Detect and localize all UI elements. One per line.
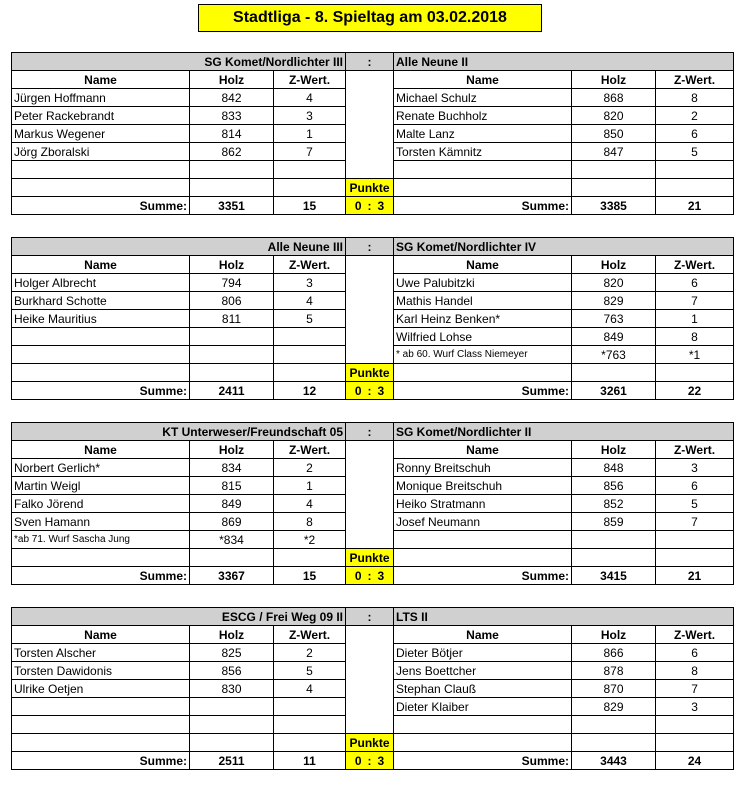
home-player-zwert [274, 346, 346, 364]
team-separator: : [346, 423, 394, 441]
home-player-holz: 869 [190, 513, 274, 531]
away-player-zwert: 5 [656, 495, 734, 513]
away-player-holz [572, 549, 656, 567]
away-player-name: Dieter Klaiber [394, 698, 572, 716]
table-row [12, 179, 734, 197]
column-header-name: Name [394, 256, 572, 274]
away-player-holz: 856 [572, 477, 656, 495]
table-row [12, 716, 734, 734]
home-player-name: Peter Rackebrandt [12, 107, 190, 125]
away-team-name: SG Komet/Nordlichter IV [394, 238, 734, 256]
away-player-holz: 820 [572, 274, 656, 292]
away-player-name: * ab 60. Wurf Class Niemeyer [394, 346, 572, 364]
home-player-holz [190, 364, 274, 382]
away-player-holz: 848 [572, 459, 656, 477]
away-player-zwert [656, 549, 734, 567]
home-sum-zwert: 15 [274, 197, 346, 215]
away-player-zwert: 7 [656, 680, 734, 698]
column-header-holz: Holz [572, 626, 656, 644]
column-header-name: Name [394, 71, 572, 89]
away-sum-holz: 3415 [572, 567, 656, 585]
away-player-holz: *763 [572, 346, 656, 364]
home-player-zwert: *2 [274, 531, 346, 549]
table-row [12, 274, 734, 292]
home-player-holz [190, 161, 274, 179]
column-header-zwert: Z-Wert. [274, 626, 346, 644]
table-row [12, 346, 734, 364]
home-player-holz: 830 [190, 680, 274, 698]
home-player-name [12, 346, 190, 364]
table-row [12, 107, 734, 125]
center-spacer [346, 292, 394, 310]
home-player-holz: 815 [190, 477, 274, 495]
match-score [346, 382, 394, 400]
center-spacer [346, 89, 394, 107]
home-player-name: Torsten Alscher [12, 644, 190, 662]
column-header-holz: Holz [190, 441, 274, 459]
home-player-name [12, 698, 190, 716]
table-row [12, 292, 734, 310]
away-sum-holz: 3443 [572, 752, 656, 770]
home-sum-label: Summe: [12, 567, 190, 585]
home-player-zwert: 4 [274, 680, 346, 698]
away-player-holz: 847 [572, 143, 656, 161]
table-row [12, 364, 734, 382]
away-player-zwert: 8 [656, 662, 734, 680]
home-sum-holz: 3367 [190, 567, 274, 585]
away-player-name: Ronny Breitschuh [394, 459, 572, 477]
home-player-name [12, 179, 190, 197]
away-player-holz [572, 531, 656, 549]
home-player-holz: 834 [190, 459, 274, 477]
score-home: 0 [354, 568, 362, 583]
team-separator: : [346, 53, 394, 71]
away-player-name [394, 364, 572, 382]
match-block [11, 237, 733, 400]
home-player-name: Heike Mauritius [12, 310, 190, 328]
column-header-holz: Holz [190, 71, 274, 89]
away-player-zwert [656, 161, 734, 179]
table-row [12, 495, 734, 513]
center-spacer [346, 310, 394, 328]
away-player-name [394, 549, 572, 567]
team-separator: : [346, 608, 394, 626]
away-player-name [394, 734, 572, 752]
away-player-zwert: 3 [656, 459, 734, 477]
away-player-holz [572, 734, 656, 752]
home-sum-zwert: 15 [274, 567, 346, 585]
table-row [12, 310, 734, 328]
column-header-holz: Holz [190, 626, 274, 644]
away-sum-holz: 3385 [572, 197, 656, 215]
table-row [12, 459, 734, 477]
away-player-holz: 868 [572, 89, 656, 107]
home-player-holz: 811 [190, 310, 274, 328]
home-player-holz: 794 [190, 274, 274, 292]
match-block [11, 607, 733, 770]
home-player-name: Holger Albrecht [12, 274, 190, 292]
home-player-zwert: 1 [274, 125, 346, 143]
away-player-zwert: 1 [656, 310, 734, 328]
score-away: 3 [377, 568, 385, 583]
home-player-holz: 856 [190, 662, 274, 680]
table-row [12, 143, 734, 161]
away-player-name: Mathis Handel [394, 292, 572, 310]
away-player-name: Uwe Palubitzki [394, 274, 572, 292]
center-spacer [346, 644, 394, 662]
away-player-zwert: 2 [656, 107, 734, 125]
away-player-name: Wilfried Lohse [394, 328, 572, 346]
away-player-name: Heiko Stratmann [394, 495, 572, 513]
home-player-zwert [274, 716, 346, 734]
home-player-holz [190, 346, 274, 364]
home-team-name: ESCG / Frei Weg 09 II [12, 608, 346, 626]
column-header-holz: Holz [572, 441, 656, 459]
home-player-holz: 842 [190, 89, 274, 107]
home-player-name: Ulrike Oetjen [12, 680, 190, 698]
home-player-name: Sven Hamann [12, 513, 190, 531]
away-player-holz [572, 716, 656, 734]
away-player-zwert: 7 [656, 513, 734, 531]
column-header-name: Name [394, 441, 572, 459]
away-sum-zwert: 21 [656, 197, 734, 215]
home-sum-label: Summe: [12, 752, 190, 770]
column-header-zwert: Z-Wert. [656, 71, 734, 89]
away-player-zwert [656, 734, 734, 752]
center-spacer [346, 441, 394, 459]
away-player-zwert [656, 716, 734, 734]
home-player-zwert: 5 [274, 662, 346, 680]
match-block [11, 422, 733, 585]
home-sum-holz: 3351 [190, 197, 274, 215]
home-player-holz: 814 [190, 125, 274, 143]
home-player-holz: *834 [190, 531, 274, 549]
center-spacer [346, 680, 394, 698]
away-sum-zwert: 21 [656, 567, 734, 585]
center-spacer [346, 662, 394, 680]
center-spacer [346, 125, 394, 143]
away-player-zwert: 6 [656, 274, 734, 292]
score-home: 0 [354, 383, 362, 398]
center-spacer [346, 716, 394, 734]
away-player-zwert: 8 [656, 89, 734, 107]
away-player-holz: 829 [572, 292, 656, 310]
home-player-zwert [274, 698, 346, 716]
away-player-name: Malte Lanz [394, 125, 572, 143]
column-header-name: Name [12, 256, 190, 274]
away-player-holz [572, 161, 656, 179]
away-player-name: Monique Breitschuh [394, 477, 572, 495]
score-away: 3 [377, 383, 385, 398]
home-player-holz: 825 [190, 644, 274, 662]
away-player-holz: 852 [572, 495, 656, 513]
score-separator: : [367, 753, 372, 768]
column-header-holz: Holz [190, 256, 274, 274]
away-player-name: Renate Buchholz [394, 107, 572, 125]
home-player-name: Martin Weigl [12, 477, 190, 495]
table-row [12, 680, 734, 698]
center-spacer [346, 346, 394, 364]
column-header-name: Name [12, 441, 190, 459]
away-player-zwert [656, 364, 734, 382]
home-player-name: Norbert Gerlich* [12, 459, 190, 477]
home-player-zwert [274, 328, 346, 346]
column-header-name: Name [394, 626, 572, 644]
match-score [346, 752, 394, 770]
score-away: 3 [377, 753, 385, 768]
center-spacer [346, 161, 394, 179]
home-player-name [12, 734, 190, 752]
home-sum-label: Summe: [12, 197, 190, 215]
home-team-name: KT Unterweser/Freundschaft 05 [12, 423, 346, 441]
home-player-zwert [274, 549, 346, 567]
away-player-zwert: 3 [656, 698, 734, 716]
punkte-label: Punkte [346, 734, 394, 752]
away-player-holz: 859 [572, 513, 656, 531]
score-separator: : [367, 383, 372, 398]
home-sum-holz: 2511 [190, 752, 274, 770]
away-sum-zwert: 24 [656, 752, 734, 770]
column-header-name: Name [12, 626, 190, 644]
home-team-name: SG Komet/Nordlichter III [12, 53, 346, 71]
away-player-name: Karl Heinz Benken* [394, 310, 572, 328]
home-player-name: Jürgen Hoffmann [12, 89, 190, 107]
center-spacer [346, 531, 394, 549]
table-row [12, 477, 734, 495]
column-header-zwert: Z-Wert. [656, 441, 734, 459]
home-player-zwert: 5 [274, 310, 346, 328]
home-player-holz [190, 179, 274, 197]
table-row [12, 549, 734, 567]
table-row [12, 662, 734, 680]
away-player-holz: 763 [572, 310, 656, 328]
table-row [12, 698, 734, 716]
home-player-zwert: 4 [274, 89, 346, 107]
center-spacer [346, 698, 394, 716]
home-player-zwert: 3 [274, 107, 346, 125]
home-player-holz: 862 [190, 143, 274, 161]
table-row [12, 734, 734, 752]
home-player-name: Torsten Dawidonis [12, 662, 190, 680]
home-player-zwert: 8 [274, 513, 346, 531]
home-player-name: *ab 71. Wurf Sascha Jung [12, 531, 190, 549]
column-header-zwert: Z-Wert. [274, 71, 346, 89]
home-player-holz [190, 734, 274, 752]
home-player-zwert [274, 161, 346, 179]
away-player-name [394, 179, 572, 197]
away-player-name [394, 161, 572, 179]
away-player-name [394, 716, 572, 734]
column-header-zwert: Z-Wert. [274, 441, 346, 459]
away-player-name: Torsten Kämnitz [394, 143, 572, 161]
center-spacer [346, 71, 394, 89]
away-player-holz: 849 [572, 328, 656, 346]
away-player-name: Stephan Clauß [394, 680, 572, 698]
away-player-zwert: 7 [656, 292, 734, 310]
away-player-name: Josef Neumann [394, 513, 572, 531]
away-team-name: Alle Neune II [394, 53, 734, 71]
score-separator: : [367, 198, 372, 213]
away-sum-holz: 3261 [572, 382, 656, 400]
home-team-name: Alle Neune III [12, 238, 346, 256]
column-header-zwert: Z-Wert. [274, 256, 346, 274]
away-player-zwert: 6 [656, 644, 734, 662]
away-player-name [394, 531, 572, 549]
away-team-name: SG Komet/Nordlichter II [394, 423, 734, 441]
away-player-holz: 850 [572, 125, 656, 143]
away-player-name: Jens Boettcher [394, 662, 572, 680]
punkte-label: Punkte [346, 549, 394, 567]
home-player-holz [190, 549, 274, 567]
home-sum-zwert: 12 [274, 382, 346, 400]
away-player-holz: 866 [572, 644, 656, 662]
home-player-holz: 833 [190, 107, 274, 125]
home-player-name: Jörg Zboralski [12, 143, 190, 161]
away-team-name: LTS II [394, 608, 734, 626]
column-header-zwert: Z-Wert. [656, 256, 734, 274]
home-player-name: Markus Wegener [12, 125, 190, 143]
away-sum-zwert: 22 [656, 382, 734, 400]
away-player-zwert [656, 179, 734, 197]
away-player-zwert [656, 531, 734, 549]
team-separator: : [346, 238, 394, 256]
home-sum-label: Summe: [12, 382, 190, 400]
home-player-holz [190, 328, 274, 346]
table-row [12, 161, 734, 179]
match-block [11, 52, 733, 215]
score-home: 0 [354, 753, 362, 768]
table-row [12, 125, 734, 143]
punkte-label: Punkte [346, 179, 394, 197]
away-player-holz: 870 [572, 680, 656, 698]
column-header-holz: Holz [572, 71, 656, 89]
home-player-name: Burkhard Schotte [12, 292, 190, 310]
column-header-name: Name [12, 71, 190, 89]
away-player-holz [572, 179, 656, 197]
home-player-zwert: 1 [274, 477, 346, 495]
center-spacer [346, 459, 394, 477]
away-player-zwert: *1 [656, 346, 734, 364]
away-player-zwert: 6 [656, 125, 734, 143]
center-spacer [346, 274, 394, 292]
home-player-zwert [274, 734, 346, 752]
away-player-holz: 829 [572, 698, 656, 716]
center-spacer [346, 256, 394, 274]
home-player-zwert: 2 [274, 459, 346, 477]
home-player-zwert [274, 364, 346, 382]
home-player-holz: 806 [190, 292, 274, 310]
score-separator: : [367, 568, 372, 583]
away-sum-label: Summe: [394, 567, 572, 585]
home-player-zwert: 2 [274, 644, 346, 662]
away-player-zwert: 8 [656, 328, 734, 346]
away-player-zwert: 6 [656, 477, 734, 495]
home-player-zwert: 7 [274, 143, 346, 161]
home-player-name [12, 549, 190, 567]
home-player-name [12, 161, 190, 179]
away-sum-label: Summe: [394, 752, 572, 770]
column-header-holz: Holz [572, 256, 656, 274]
page-title: Stadtliga - 8. Spieltag am 03.02.2018 [198, 4, 542, 32]
home-player-holz [190, 698, 274, 716]
table-row [12, 531, 734, 549]
home-player-zwert: 4 [274, 495, 346, 513]
away-player-name: Dieter Bötjer [394, 644, 572, 662]
center-spacer [346, 626, 394, 644]
punkte-label: Punkte [346, 364, 394, 382]
home-sum-holz: 2411 [190, 382, 274, 400]
center-spacer [346, 328, 394, 346]
table-row [12, 328, 734, 346]
table-row [12, 644, 734, 662]
home-sum-zwert: 11 [274, 752, 346, 770]
table-row [12, 89, 734, 107]
home-player-holz: 849 [190, 495, 274, 513]
center-spacer [346, 513, 394, 531]
away-player-holz: 820 [572, 107, 656, 125]
home-player-name [12, 716, 190, 734]
table-row [12, 513, 734, 531]
score-home: 0 [354, 198, 362, 213]
center-spacer [346, 143, 394, 161]
home-player-zwert: 3 [274, 274, 346, 292]
home-player-holz [190, 716, 274, 734]
match-score [346, 197, 394, 215]
center-spacer [346, 107, 394, 125]
center-spacer [346, 477, 394, 495]
away-player-holz [572, 364, 656, 382]
away-sum-label: Summe: [394, 197, 572, 215]
home-player-name: Falko Jörend [12, 495, 190, 513]
score-away: 3 [377, 198, 385, 213]
away-sum-label: Summe: [394, 382, 572, 400]
away-player-holz: 878 [572, 662, 656, 680]
home-player-name [12, 328, 190, 346]
away-player-zwert: 5 [656, 143, 734, 161]
match-score [346, 567, 394, 585]
center-spacer [346, 495, 394, 513]
home-player-zwert [274, 179, 346, 197]
column-header-zwert: Z-Wert. [656, 626, 734, 644]
home-player-name [12, 364, 190, 382]
home-player-zwert: 4 [274, 292, 346, 310]
away-player-name: Michael Schulz [394, 89, 572, 107]
